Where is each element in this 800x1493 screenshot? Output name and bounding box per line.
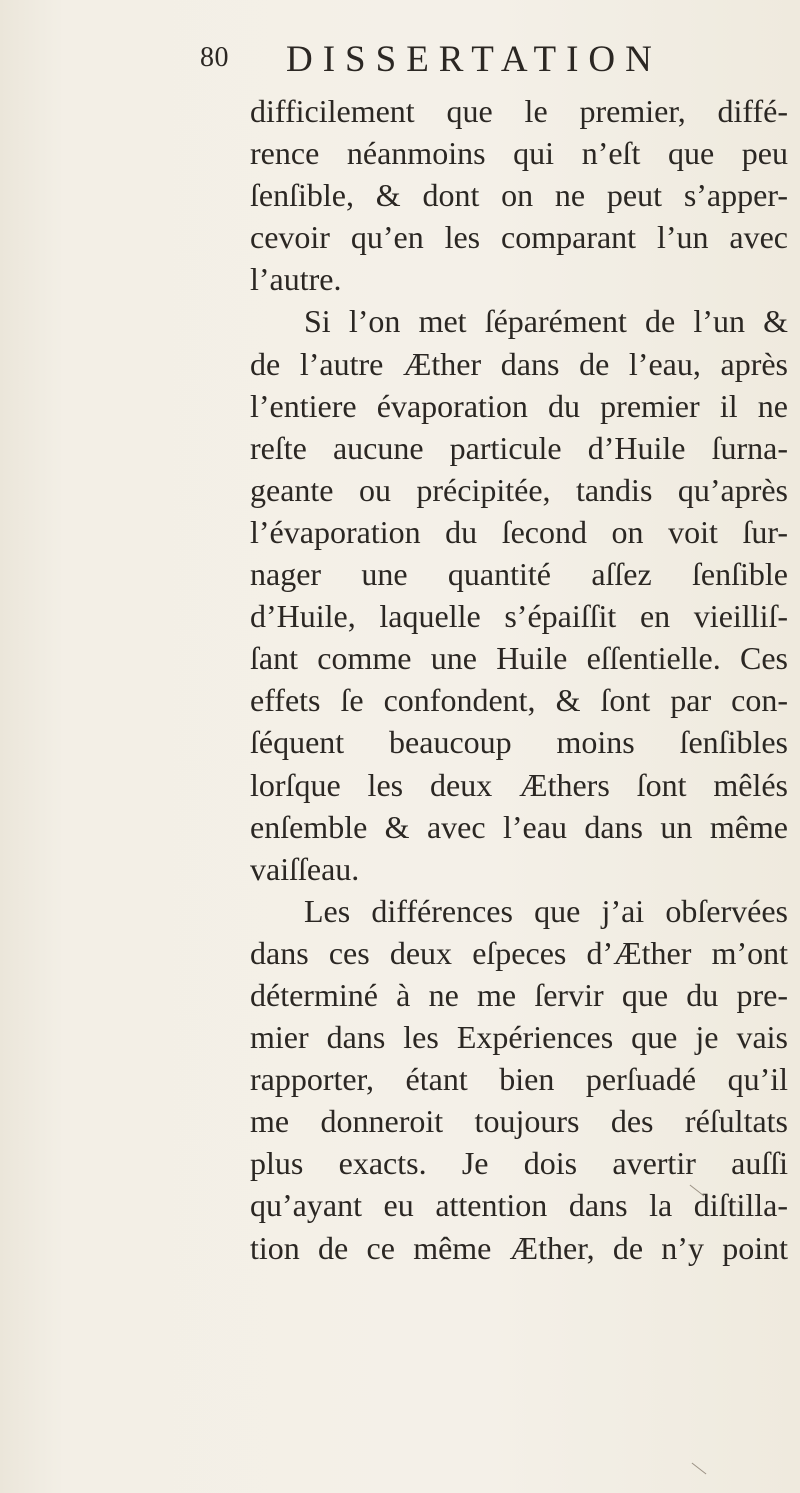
text-line: mier dans les Expériences que je vais <box>250 1019 788 1056</box>
text-line: ſant comme une Huile eſſentielle. Ces <box>250 640 788 677</box>
text-line: enſemble & avec l’eau dans un même <box>250 808 788 845</box>
text-line: l’autre. <box>250 261 342 298</box>
text-line: ſéquent beaucoup moins ſenſibles <box>250 724 788 761</box>
text-line: l’évaporation du ſecond on voit ſur- <box>250 513 788 550</box>
text-line: de l’autre Æther dans de l’eau, après <box>250 345 788 382</box>
text-line: déterminé à ne me ſervir que du pre- <box>250 976 788 1013</box>
text-line: lorſque les deux Æthers ſont mêlés <box>250 766 788 803</box>
text-line: rapporter, étant bien perſuadé qu’il <box>250 1061 788 1098</box>
text-line: dans ces deux eſpeces d’Æther m’ont <box>250 934 788 971</box>
text-line: rence néanmoins qui n’eſt que peu <box>250 135 788 172</box>
running-head: DISSERTATION <box>286 39 662 80</box>
paper-mark <box>692 1463 707 1475</box>
text-line: ſenſible, & dont on ne peut s’apper- <box>250 177 788 214</box>
text-line: vaiſſeau. <box>250 850 360 887</box>
text-line: reſte aucune particule d’Huile ſurna- <box>250 429 788 466</box>
text-line: qu’ayant eu attention dans la diſtilla- <box>250 1187 788 1224</box>
body-text <box>250 90 788 1269</box>
text-line: l’entiere évaporation du premier il ne <box>250 387 788 424</box>
text-line: geante ou précipitée, tandis qu’après <box>250 471 788 508</box>
text-line: Si l’on met ſéparément de l’un & <box>304 303 788 340</box>
text-line: difficilement que le premier, diffé- <box>250 93 788 129</box>
text-line: d’Huile, laquelle s’épaiſſit en vieilliſ- <box>250 598 788 635</box>
text-line: effets ſe confondent, & ſont par con- <box>250 682 788 719</box>
paragraph-2 <box>250 300 788 889</box>
text-line: nager une quantité aſſez ſenſible <box>250 556 788 593</box>
text-line: Les différences que j’ai obſervées <box>304 892 788 929</box>
paragraph-1 <box>250 90 788 300</box>
paragraph-3 <box>250 890 788 1269</box>
text-line: tion de ce même Æther, de n’y point <box>250 1229 788 1266</box>
text-line: cevoir qu’en les comparant l’un avec <box>250 219 788 256</box>
text-line: plus exacts. Je dois avertir auſſi <box>250 1145 788 1182</box>
text-line: me donneroit toujours des réſultats <box>250 1103 788 1140</box>
page-number: 80 <box>200 42 229 73</box>
